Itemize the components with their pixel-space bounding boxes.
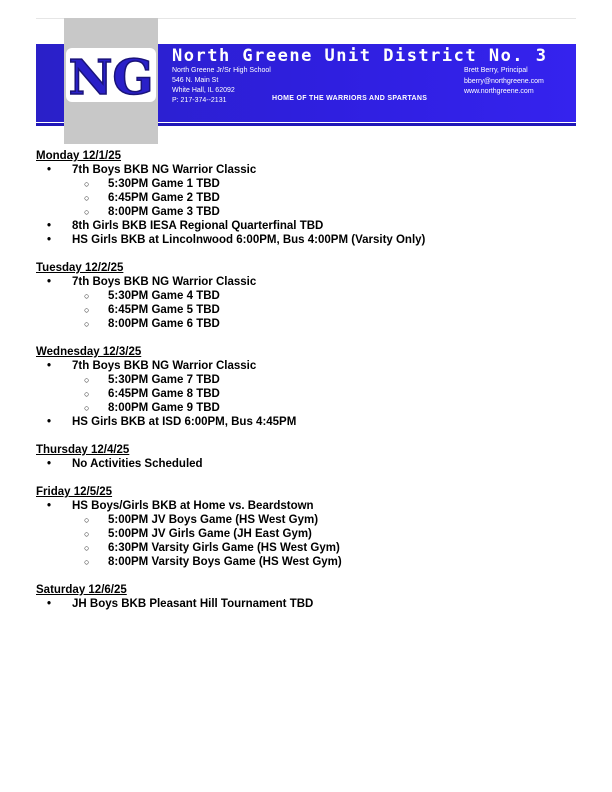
sub-bullet-icon: ○ [84,557,90,567]
game-time-text: 8:00PM Game 9 TBD [108,402,220,414]
event-item [36,457,576,471]
principal-name: Brett Berry, Principal [464,67,528,74]
principal-email: bberry@northgreene.com [464,77,544,85]
event-text: HS Girls BKB at Lincolnwood 6:00PM, Bus 4:00PM (Varsity Only) [72,234,426,246]
day-section [36,443,576,471]
event-text: 7th Boys BKB NG Warrior Classic [72,360,257,372]
event-item [36,415,576,429]
game-time-item [36,317,576,331]
sub-bullet-icon: ○ [84,319,90,329]
game-time-item [36,527,576,541]
ng-logo-icon [64,44,158,108]
day-heading: Friday 12/5/25 [36,486,113,498]
bullet-icon: • [47,500,52,512]
sub-bullet-icon: ○ [84,291,90,301]
sub-bullet-icon: ○ [84,305,90,315]
game-time-text: 8:00PM Game 6 TBD [108,318,220,330]
bullet-icon: • [47,164,52,176]
event-text: 7th Boys BKB NG Warrior Classic [72,164,257,176]
event-item [36,219,576,233]
event-text: JH Boys BKB Pleasant Hill Tournament TBD [72,598,314,610]
game-time-item [36,191,576,205]
game-time-item [36,541,576,555]
day-heading: Saturday 12/6/25 [36,584,127,596]
sub-bullet-icon: ○ [84,193,90,203]
sub-bullet-icon: ○ [84,543,90,553]
day-section [36,261,576,331]
sub-bullet-icon: ○ [84,389,90,399]
contact-block [464,66,544,98]
event-item [36,163,576,177]
game-time-item [36,373,576,387]
day-heading: Wednesday 12/3/25 [36,346,142,358]
bullet-icon: • [47,598,52,610]
sub-bullet-icon: ○ [84,207,90,217]
event-text: 7th Boys BKB NG Warrior Classic [72,276,257,288]
sub-bullet-icon: ○ [84,375,90,385]
phone-number: P: 217-374--2131 [172,97,227,104]
game-time-text: 6:30PM Varsity Girls Game (HS West Gym) [108,542,340,554]
day-section [36,345,576,429]
event-text: 8th Girls BKB IESA Regional Quarterfinal TBD [72,220,324,232]
day-heading: Thursday 12/4/25 [36,444,130,456]
game-time-text: 8:00PM Varsity Boys Game (HS West Gym) [108,556,342,568]
game-time-text: 6:45PM Game 8 TBD [108,388,220,400]
game-time-item [36,555,576,569]
bullet-icon: • [47,416,52,428]
game-time-text: 5:30PM Game 4 TBD [108,290,220,302]
school-name: North Greene Jr/Sr High School [172,67,271,74]
bullet-icon: • [47,220,52,232]
sub-bullet-icon: ○ [84,529,90,539]
weekly-schedule [36,149,576,625]
website-url: www.northgreene.com [464,88,534,95]
event-item [36,233,576,247]
bullet-icon: • [47,234,52,246]
bullet-icon: • [47,360,52,372]
game-time-item [36,401,576,415]
event-text: HS Girls BKB at ISD 6:00PM, Bus 4:45PM [72,416,297,428]
day-heading: Monday 12/1/25 [36,150,122,162]
game-time-item [36,289,576,303]
district-name: North Greene Unit District No. 3 [172,46,548,66]
day-heading: Tuesday 12/2/25 [36,262,124,274]
event-item [36,597,576,611]
game-time-text: 5:30PM Game 7 TBD [108,374,220,386]
game-time-text: 8:00PM Game 3 TBD [108,206,220,218]
bullet-icon: • [47,458,52,470]
logo-lettering: NG [68,50,154,106]
game-time-text: 5:30PM Game 1 TBD [108,178,220,190]
event-item [36,359,576,373]
game-time-item [36,513,576,527]
game-time-item [36,387,576,401]
day-section [36,485,576,569]
event-text: No Activities Scheduled [72,458,203,470]
event-item [36,499,576,513]
game-time-text: 5:00PM JV Girls Game (JH East Gym) [108,528,312,540]
address-line-1: 546 N. Main St [172,77,219,84]
game-time-text: 6:45PM Game 5 TBD [108,304,220,316]
address-line-2: White Hall, IL 62092 [172,87,235,94]
school-address-block [172,66,271,106]
event-item [36,275,576,289]
game-time-item [36,303,576,317]
game-time-item [36,177,576,191]
sub-bullet-icon: ○ [84,179,90,189]
day-section [36,583,576,611]
game-time-text: 5:00PM JV Boys Game (HS West Gym) [108,514,319,526]
bullet-icon: • [47,276,52,288]
motto: HOME OF THE WARRIORS AND SPARTANS [272,95,428,102]
sub-bullet-icon: ○ [84,515,90,525]
district-logo-box [64,18,158,144]
sub-bullet-icon: ○ [84,403,90,413]
event-text: HS Boys/Girls BKB at Home vs. Beardstown [72,500,314,512]
game-time-text: 6:45PM Game 2 TBD [108,192,220,204]
day-section [36,149,576,247]
game-time-item [36,205,576,219]
